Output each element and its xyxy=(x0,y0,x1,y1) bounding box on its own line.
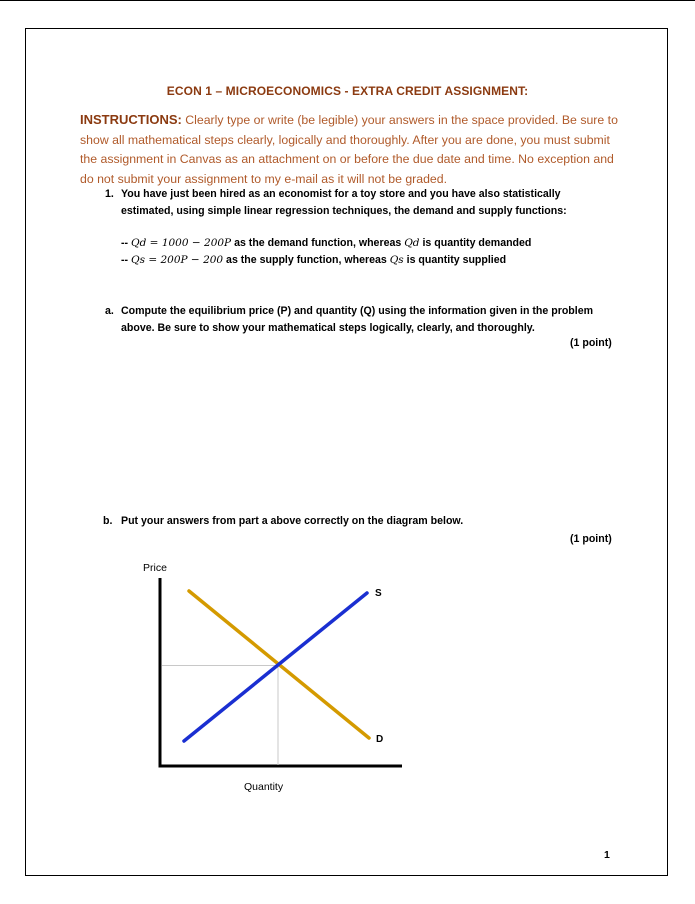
part-a-points: (1 point) xyxy=(570,337,612,349)
assignment-title: ECON 1 – MICROECONOMICS - EXTRA CREDIT ASSIGNMENT: xyxy=(166,84,529,98)
part-a-letter: a. xyxy=(105,305,114,317)
question-1-number: 1. xyxy=(105,188,114,200)
part-b-points: (1 point) xyxy=(570,533,612,545)
supply-formula: Qs = 200P − 200 xyxy=(131,254,224,266)
demand-formula: Qd = 1000 − 200P xyxy=(131,237,232,249)
instructions-text: Clearly type or write (be legible) your answers in the space provided. Be sure to show all mathematical steps clearly, logically and thoroughly. After you are done, you must submit the assignment in Canvas as an attachment on or before the due date and time. No exception and do not submit your assignment to my e-mail as it will not be graded. xyxy=(80,113,618,186)
quantity-axis-label: Quantity xyxy=(244,781,284,793)
supply-curve xyxy=(184,593,367,741)
instructions-label: INSTRUCTIONS: xyxy=(80,112,182,127)
part-b-letter: b. xyxy=(103,515,113,527)
supply-equation: -- Qs = 200P − 200 as the supply function, whereas Qs is quantity supplied xyxy=(121,254,507,266)
page-number: 1 xyxy=(604,849,610,861)
supply-curve-label: S xyxy=(375,588,382,599)
question-1-line-1: You have just been hired as an economist for a toy store and you have also statistically xyxy=(121,188,561,200)
price-axis-label: Price xyxy=(143,562,167,574)
question-1-line-2: estimated, using simple linear regression techniques, the demand and supply functions: xyxy=(121,205,567,217)
demand-equation: -- Qd = 1000 − 200P as the demand function, whereas Qd is quantity demanded xyxy=(121,237,532,249)
part-a-text: Compute the equilibrium price (P) and quantity (Q) using the information given in the problem above. Be sure to show your mathematical steps logically, clearly, and thoroughly. xyxy=(121,305,594,334)
part-b-text: Put your answers from part a above correctly on the diagram below. xyxy=(121,515,464,527)
demand-curve-label: D xyxy=(376,734,384,745)
